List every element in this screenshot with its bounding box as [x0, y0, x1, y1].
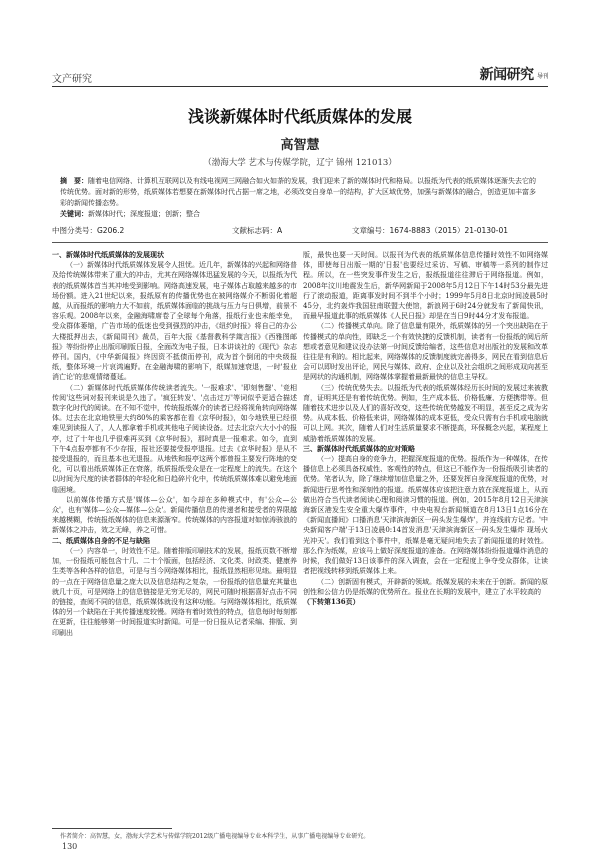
body-paragraph: （二）传播模式单向。除了信息量有限外，纸质媒体的另一个突出缺陷在于传播模式的单向性，即缺乏一个有效快捷的反馈机制，读者有一份报纸的阅后所想或者意见和建议没办法第一时间反馈给编者，这些信息对出版社的发展和改革往往是有利的。相比起来，网络媒体的反馈制度就完善得多，网民在看到信息后会可以即时发出评论，网民与媒体、政府、企业以及社会组织之间形成双向甚至是网状的沟通机制，网络媒体掌握着最新最快的信息主导权。	[303, 322, 548, 382]
body-paragraph: （二）创新固有模式，开辟新的领域。纸媒发展的未来在于创新。新闻的原创性和公信力仍是纸媒的优势所在。报业在长期的发展中，建立了水平较高的	[303, 577, 548, 596]
author-affiliation: （渤海大学 艺术与传媒学院，辽宁 锦州 121013）	[203, 158, 397, 168]
keywords	[60, 209, 540, 219]
body-paragraph: 版，最快也要一天时间。以报刊为代表的纸质媒体信息传播时效性不如网络媒体，即使每日出版一期的'日报'也要经过采访、写稿、审稿等一系列的制作过程。所以，在一些突发事件发生之后，报纸报道往往滞后于网络报道。例如，2008年汶川地震发生后，新华网新闻于2008年5月12日下午14时53分最先进行了滚动报道，距离事发时间不到半个小时；1999年5月8日北京时间凌晨5时45分，北约轰炸我国驻南联盟大使馆，新浪网于6时24分就发布了新闻快讯，而最早报道此事的纸质媒体《人民日报》却是在当日9时44分才发布报道。	[303, 251, 548, 321]
keywords-label: 关键词：	[60, 209, 88, 218]
clc-number: 中图分类号：G206.2	[52, 226, 125, 235]
journal-sub: 导刊	[536, 73, 548, 80]
body-paragraph: （二）新媒体时代纸质媒体传统读者流失。'一报难求'、'即刻售罄'、'竞相传阅'这些词对报刊来说是久违了。'疯狂转发'、'点击过万'等词似乎更适合描述数字化时代的阅读。在不知不觉中，传统报纸媒介的读者已经将视角转向网络媒体。过去在北京地铁里大约80%的乘客都在看《京华时报》，如今地铁里已经很难见到读报人了，人人都拿着手机或其他电子阅读设备。过去北京六大小小的报亭，过了十年也几乎很难再买到《京华时报》，那时真是一报难求。如今，直到下午4点报亭都有不少存报，报社还要接受报亭退报。过去《京华时报》是从不接受退报的，而且基本也无退报。从地铁和报亭这两个都曾报主要发行阵地的变化，可以看出纸质媒体正在衰落，纸质报纸受众是在一定程度上的流失。在这个以时间为尺度的读者群体的年轻化和日趋碎片化中，传统纸质媒体难以避免地面临困境。	[52, 383, 297, 494]
document-code: 文献标志码：A	[232, 226, 283, 235]
section-heading: 三、新媒体时代纸质媒体的应对策略	[303, 444, 415, 453]
classification-row	[52, 225, 548, 237]
abstract-text: 随着电信网络、计算机互联网以及有线电视网三网融合如火如荼的发展，我们迎来了新的媒体时代和格局。以报纸为代表的纸质媒体逐渐失去它的传统优势。面对新的形势，纸质媒体若想要在新媒体时代占据一席之地，必须改变自身单一的结构，扩大区域优势，加强与新媒体的融合，创造更加丰富多彩的新闻传播态势。	[60, 177, 536, 207]
header-divider	[52, 86, 548, 87]
body-paragraph: 以前媒体传播方式是'媒体—公众'，如今却在多种模式中，有'公众—公众'，也有'媒体—公众—媒体—公众'。新闻传播信息的传递者和接受者的界限越来越模糊，传统报纸媒体的信息来源渐窄。传统媒体的内容报道对如惊涛骇浪的新媒体之冲击，效之无峰，养之可惜。	[52, 495, 297, 535]
author-footnote: 作者简介：高智慧，女，渤海大学艺术与传媒学院2012级广播电视编导专业本科学生，从事广播电视编导专业研究。	[60, 833, 370, 840]
body-column-right	[303, 250, 548, 818]
body-paragraph: （一）新媒体时代纸质媒体发展令人担忧。近几年，新媒体的兴起和网络普及给传统媒体带来了重大的冲击，尤其在网络媒体迅猛发展的今天，以报纸为代表的纸质媒体首当其冲地受到影响。网络高速发展，电子媒体占取越来越多的市场份额。进入21世纪以来，报纸原有的传播优势也在被网络媒介不断弱化着超越，从而报纸的影响力大不如前，纸质媒体面临的挑战与压力与日俱增，前景不容乐观。2008年以来，金融海啸席卷了全球每个角落，报纸行业也未能幸免，受众群体萎缩，广告市场的低迷也受到强烈的冲击，《纽约时报》将自己的办公大楼抵押出去，《新闻周刊》裁员，百年大报《基督教科学箴言报》《西雅图邮报》等纷纷停止出版印刷版日报，全面改为电子报，日本讲谈社的《现代》杂志停刊。国内，《中华新闻报》终因资不抵债而停刊，成为首个倒闭的中央级报纸，整体环境一片哀鸿遍野。在金融海啸的影响下，纸媒加速衰退，一时'报业消亡论'的悲观情绪蔓延。	[52, 261, 297, 382]
body-paragraph: （三）传统优势失去。以报纸为代表的纸质媒体经历长时间的发展过来被教育，证明其还是有着传统优势。例如，生产成本低、价格低廉、方便携带等。但随着技术进步以及人们的喜好改变，这些传统优势越发不明显，甚至反之成为劣势。从成本低、价格低来讲，网络媒体的成本更低，受众只需有台手机或电脑就可以上网。其次，随着人们对生活质量要求不断提高，环保概念兴起，某程度上威胁着纸质媒体的发展。	[303, 383, 548, 443]
page-number: 130	[62, 842, 78, 851]
keywords-text: 新媒体时代；深度报道；创新；整合	[88, 210, 200, 218]
section-label: 文产研究	[52, 74, 92, 85]
continued-note: （下转第136页）	[303, 596, 360, 606]
body-column-left	[52, 250, 297, 818]
meta-divider	[52, 242, 548, 243]
body-paragraph: （一）提高自身的竞争力，把握深度报道的优势。报纸作为一种媒体，在传播信息上必须具备权威性、客观性的特点，但这已不能作为一份报纸吸引读者的优势。笔者认为，除了继续增加信息量之外，还要发挥自身深度报道的优势，对新闻进行思考性和深刻性的报道。纸质媒体应该把注意力放在深度报道上，从而做出符合当代读者阅读心理和阅读习惯的报道。例如，2015年8月12日天津滨海新区港发生安全重大爆炸事件，中央电视台新闻频道在8月13日1点16分在《新闻直播间》口播消息'天津滨海新区一码头发生爆炸'，并连线前方记者。'中央新闻客户端'于13日凌晨0:14首发消息'天津滨海新区一码头发生爆炸 现场火光冲天'。我们看到这个事件中，纸媒是毫无疑问地失去了新闻报道的时效性。那么作为纸媒，应该马上做好深度报道的准备。在网络媒体纷纷报道爆炸消息的时候，我们做好13日该事件的深入调查，会在一定程度上争夺受众群体，让读者把视线转移到纸质媒体上来。	[303, 455, 548, 576]
journal-name: 新闻研究	[479, 66, 534, 82]
section-heading: 一、新媒体时代纸质媒体的发展现状	[52, 251, 164, 259]
article-title: 浅谈新媒体时代纸质媒体的发展	[187, 107, 412, 126]
journal-logo	[480, 64, 548, 84]
footnote-divider	[52, 828, 172, 829]
abstract-label: 摘 要：	[60, 177, 88, 185]
section-heading: 二、纸质媒体自身的不足与缺陷	[52, 536, 150, 545]
abstract	[60, 176, 540, 209]
author-name: 高智慧	[280, 138, 320, 153]
article-number: 文章编号：1674-8883（2015）21-0130-01	[352, 226, 509, 235]
body-paragraph: （一）内容单一，时效性不足。随着排版印刷技术的发展，报纸页数不断增加，一份报纸可能包含十几、二十个版面，包括经济、文化类、时政类、健康养生类等各种各样的信息，可是与当今网络媒体相比，报纸显然相形见绌。最明显的一点在于网络信息量之庞大以及信息结构之复杂，一份报纸的信息量充其量也就几十页，可是网络上的信息链接是无穷无尽的，网民可随时根据喜好点击不同的链接，查阅不同的信息，纸质媒体就没有这种功能。与网络媒体相比，纸质媒体的另一个缺陷在于其传播速度较慢。网络有着时效性的特点，信息每时每刻都在更新，往往能够第一时间报道实时新闻。可是一份日报从记者采编、排版、到印刷出	[52, 546, 297, 637]
